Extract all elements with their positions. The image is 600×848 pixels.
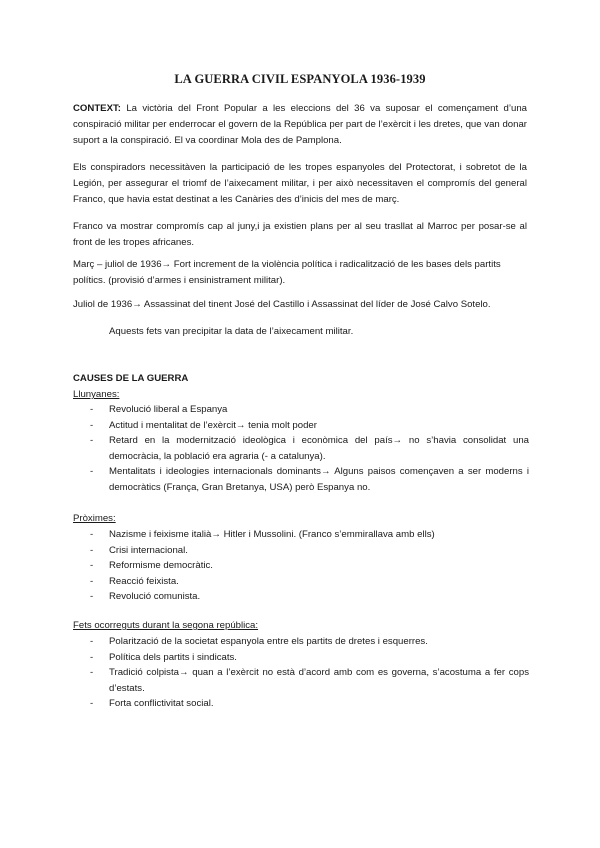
dash-bullet-icon: -: [90, 419, 94, 431]
list-item: [73, 665, 529, 696]
list-item-text: Reacció feixista.: [109, 575, 179, 587]
document-title: LA GUERRA CIVIL ESPANYOLA 1936-1939: [174, 72, 426, 86]
llunyanes-list: [73, 402, 529, 496]
list-item: [73, 558, 529, 574]
segona-republica-heading: Fets ocorreguts durant la segona república:: [73, 620, 259, 631]
dash-bullet-icon: -: [90, 698, 94, 710]
dash-bullet-icon: -: [90, 591, 94, 603]
dash-bullet-icon: -: [90, 466, 94, 478]
list-item-text: Actitud i mentalitat de l’exèrcit→ tenia molt poder: [109, 419, 317, 431]
marc-juliol-paragraph: Març – juliol de 1936→ Fort increment de la violència política i radicalització de les bases dels partits polítics. (provisió d’armes i ensinistrament militar).: [73, 259, 501, 286]
list-item-text: Polarització de la societat espanyola entre els partits de dretes i esquerres.: [109, 636, 428, 647]
list-item-text: Reformisme democràtic.: [109, 560, 213, 572]
list-item-text: Tradició colpista→ quan a l’exèrcit no està d’acord amb com es governa, s’acostuma a fer cops d’estats.: [109, 667, 529, 694]
dash-bullet-icon: -: [90, 560, 94, 572]
fets-paragraph: Aquests fets van precipitar la data de l’aixecament militar.: [109, 326, 354, 337]
list-item: [73, 696, 529, 712]
conspiradors-paragraph: Els conspiradors necessitàven la participació de les tropes espanyoles del Protectorat, i sobretot de la Legión, per assegurar el triomf de l’aixecament militar, i per això necessitaven el compromís del general Franco, que havia estat destinat a les Canàries des d’inicis del mes de març.: [73, 162, 527, 205]
list-item: [73, 543, 529, 559]
list-item: [73, 464, 529, 495]
segona-republica-list: [73, 634, 529, 712]
list-item: [73, 433, 529, 464]
dash-bullet-icon: -: [90, 529, 94, 540]
list-item-text: Revolució comunista.: [109, 591, 201, 603]
dash-bullet-icon: -: [90, 575, 94, 587]
llunyanes-heading: Llunyanes:: [73, 389, 120, 400]
list-item: [73, 574, 529, 590]
list-item: [73, 589, 529, 605]
list-item-text: Nazisme i feixisme italià→ Hitler i Mussolini. (Franco s’emmirallava amb ells): [109, 529, 435, 540]
dash-bullet-icon: -: [90, 435, 94, 447]
context-label: CONTEXT:: [73, 103, 121, 114]
list-item: [73, 650, 529, 666]
causes-heading: CAUSES DE LA GUERRA: [73, 373, 189, 384]
dash-bullet-icon: -: [90, 544, 94, 556]
context-paragraph: [73, 101, 527, 149]
list-item-text: Crisi internacional.: [109, 544, 188, 556]
proximes-list: [73, 527, 529, 605]
list-item: [73, 527, 529, 543]
list-item-text: Revolució liberal a Espanya: [109, 404, 228, 415]
list-item-text: Política dels partits i sindicats.: [109, 651, 237, 663]
list-item-text: Retard en la modernització ideològica i econòmica del país→ no s’havia consolidat una democràcia, la població era agraria (- a catalunya).: [109, 435, 529, 462]
list-item: [73, 418, 529, 434]
dash-bullet-icon: -: [90, 404, 94, 415]
list-item-text: Forta conflictivitat social.: [109, 698, 214, 710]
dash-bullet-icon: -: [90, 636, 94, 647]
juliol-paragraph: Juliol de 1936→ Assassinat del tinent José del Castillo i Assassinat del líder de José Calvo Sotelo.: [73, 299, 491, 310]
dash-bullet-icon: -: [90, 651, 94, 663]
franco-paragraph: Franco va mostrar compromís cap al juny,i ja existien plans per al seu trasllat al Marroc per posar-se al front de les tropes africanes.: [73, 221, 527, 248]
proximes-heading: Pròximes:: [73, 513, 116, 524]
list-item: [73, 634, 529, 650]
dash-bullet-icon: -: [90, 667, 94, 679]
context-text: La victòria del Front Popular a les eleccions del 36 va suposar el començament d’una conspiració militar per enderrocar el govern de la República per part de l’exèrcit i les dretes, que van donar suport a la conspiració. El va coordinar Mola des de Pamplona.: [73, 103, 527, 146]
list-item: [73, 402, 529, 418]
list-item-text: Mentalitats i ideologies internacionals dominants→ Alguns paisos començaven a ser moderns i democràtics (França, Gran Bretanya, USA) però Espanya no.: [109, 466, 529, 493]
